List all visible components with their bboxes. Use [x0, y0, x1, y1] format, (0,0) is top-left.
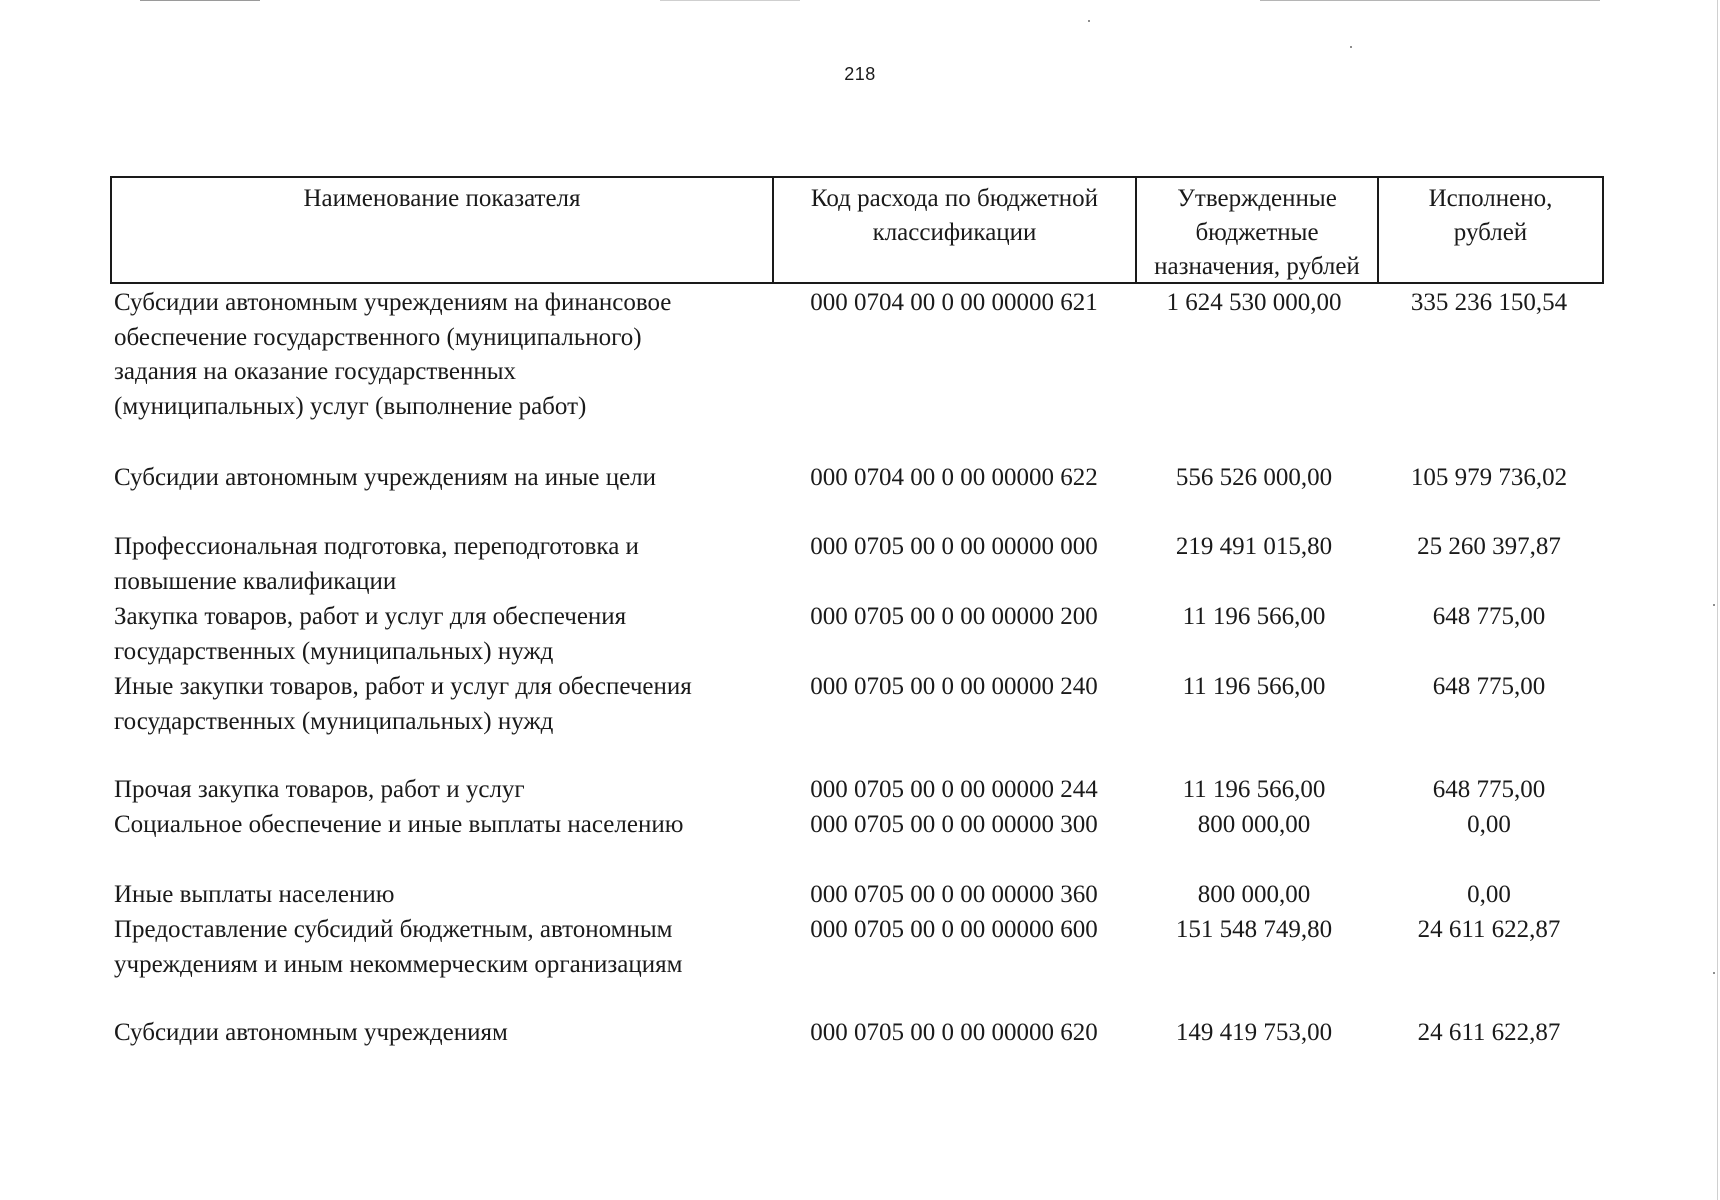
- header-approved: [1137, 178, 1379, 282]
- row-name: [114, 286, 774, 424]
- row-name-line: учреждениям и иным некоммерческим организациям: [114, 950, 683, 978]
- scan-artifact-dot: [1713, 972, 1715, 974]
- header-text-line: бюджетные: [1195, 219, 1319, 246]
- header-executed: [1379, 178, 1602, 282]
- row-name-line: Профессиональная подготовка, переподготовка и: [114, 533, 639, 560]
- row-approved: 11 196 566,00: [1182, 776, 1326, 803]
- row-code: 000 0704 00 0 00 00000 621: [810, 289, 1098, 316]
- row-name-line: Субсидии автономным учреждениям на финансовое: [114, 289, 672, 316]
- row-executed: 105 979 736,02: [1410, 464, 1568, 491]
- header-name: [112, 178, 774, 282]
- row-name-line: Иные закупки товаров, работ и услуг для обеспечения: [114, 673, 692, 700]
- row-code: 000 0705 00 0 00 00000 244: [810, 776, 1098, 803]
- page-number: 218: [844, 64, 876, 84]
- header-text-line: рублей: [1453, 219, 1528, 246]
- table-header: [110, 176, 1604, 284]
- row-name: [114, 1016, 774, 1051]
- row-executed: 335 236 150,54: [1410, 289, 1568, 316]
- row-name: [114, 530, 774, 599]
- row-executed: 25 260 397,87: [1417, 533, 1561, 560]
- header-text-line: классификации: [872, 219, 1037, 246]
- row-approved: 219 491 015,80: [1175, 533, 1333, 560]
- header-code: [774, 178, 1137, 282]
- row-approved: 1 624 530 000,00: [1166, 289, 1342, 316]
- row-approved: 800 000,00: [1197, 811, 1311, 838]
- row-name-line: Закупка товаров, работ и услуг для обеспечения: [114, 603, 627, 630]
- row-code: 000 0705 00 0 00 00000 360: [810, 881, 1098, 908]
- row-name: [114, 913, 774, 982]
- row-executed: 24 611 622,87: [1417, 1019, 1561, 1046]
- row-approved: 556 526 000,00: [1175, 464, 1333, 491]
- row-name-line: повышение квалификации: [114, 567, 397, 595]
- row-name: [114, 670, 774, 739]
- row-name-line: Социальное обеспечение и иные выплаты населению: [114, 811, 684, 838]
- row-name-line: Иные выплаты населению: [114, 881, 395, 908]
- row-code: 000 0705 00 0 00 00000 600: [810, 916, 1098, 943]
- row-executed: 24 611 622,87: [1417, 916, 1561, 943]
- row-name-line: (муниципальных) услуг (выполнение работ): [114, 392, 587, 420]
- row-executed: 648 775,00: [1432, 776, 1546, 803]
- scan-artifact-dot: [1350, 46, 1352, 48]
- row-executed: 648 775,00: [1432, 673, 1546, 700]
- row-name-line: государственных (муниципальных) нужд: [114, 707, 554, 735]
- row-code: 000 0705 00 0 00 00000 000: [810, 533, 1098, 560]
- row-name-line: государственных (муниципальных) нужд: [114, 637, 554, 665]
- row-executed: 0,00: [1467, 881, 1511, 908]
- scan-artifact-edge: [1717, 0, 1718, 1200]
- row-executed: 0,00: [1467, 811, 1511, 838]
- header-text-line: Код расхода по бюджетной: [810, 185, 1099, 212]
- scan-artifact-dot: [1088, 20, 1090, 22]
- row-approved: 149 419 753,00: [1175, 1019, 1333, 1046]
- header-text-line: Наименование показателя: [303, 185, 581, 212]
- row-code: 000 0705 00 0 00 00000 200: [810, 603, 1098, 630]
- row-name: [114, 878, 774, 913]
- header-text-line: Исполнено,: [1428, 185, 1553, 212]
- row-code: 000 0705 00 0 00 00000 620: [810, 1019, 1098, 1046]
- row-approved: 151 548 749,80: [1175, 916, 1333, 943]
- row-approved: 11 196 566,00: [1182, 673, 1326, 700]
- row-name-line: Субсидии автономным учреждениям: [114, 1019, 508, 1046]
- row-code: 000 0705 00 0 00 00000 300: [810, 811, 1098, 838]
- row-approved: 800 000,00: [1197, 881, 1311, 908]
- header-text-line: назначения, рублей: [1154, 253, 1360, 280]
- row-name-line: задания на оказание государственных: [114, 358, 517, 385]
- scan-artifact-line: [1260, 0, 1600, 1]
- row-name: [114, 600, 774, 669]
- row-code: 000 0705 00 0 00 00000 240: [810, 673, 1098, 700]
- row-approved: 11 196 566,00: [1182, 603, 1326, 630]
- row-name-line: Прочая закупка товаров, работ и услуг: [114, 776, 525, 803]
- row-executed: 648 775,00: [1432, 603, 1546, 630]
- scan-artifact-line: [660, 0, 800, 1]
- row-code: 000 0704 00 0 00 00000 622: [810, 464, 1098, 491]
- scan-artifact-line: [140, 0, 260, 1]
- row-name: [114, 773, 774, 808]
- row-name: [114, 808, 774, 843]
- header-text-line: Утвержденные: [1177, 185, 1337, 212]
- row-name-line: Субсидии автономным учреждениям на иные цели: [114, 464, 657, 491]
- row-name: [114, 461, 774, 496]
- row-name-line: обеспечение государственного (муниципального): [114, 323, 642, 351]
- scan-artifact-dot: [1713, 604, 1715, 606]
- row-name-line: Предоставление субсидий бюджетным, автономным: [114, 916, 673, 943]
